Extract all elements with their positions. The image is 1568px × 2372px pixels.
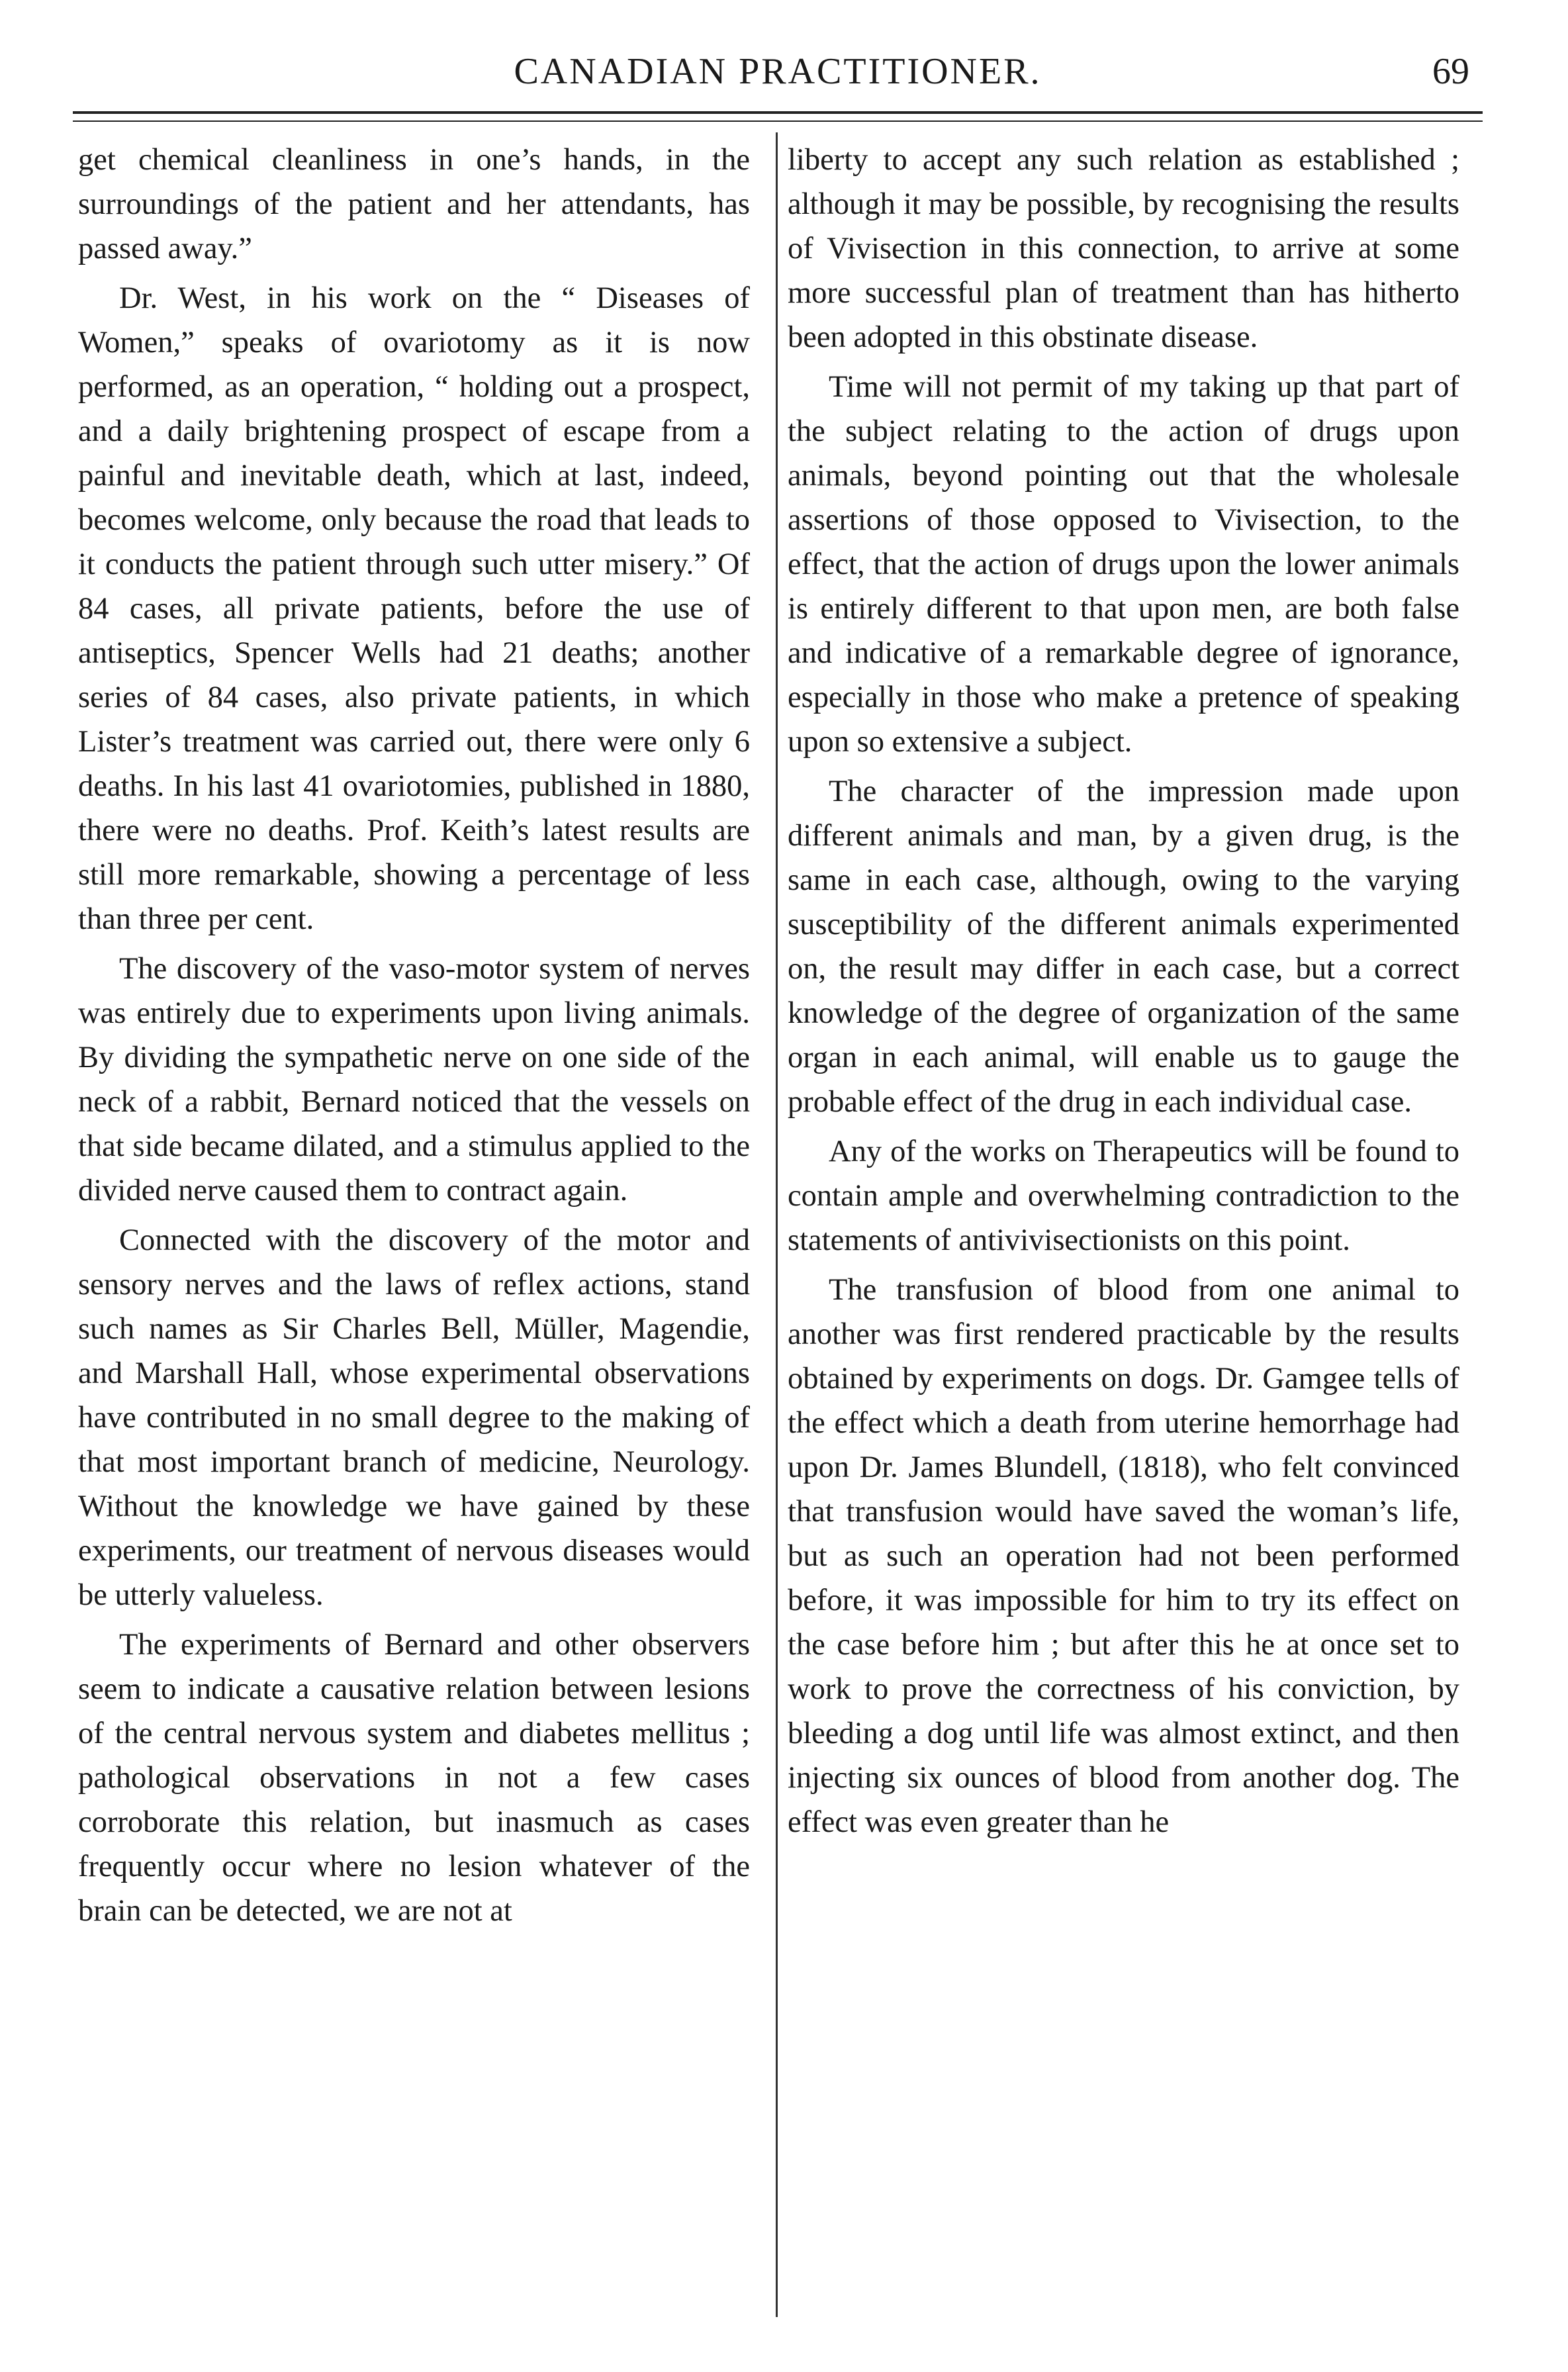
paragraph: Dr. West, in his work on the “ Diseases of Women,” speaks of ovariotomy as it is now performed, as an operation, “ holding out a prospect, and a daily brightening prospect of escape from a painful and inevitable death, which at last, indeed, becomes welcome, only because the road that leads to it conducts the patient through such utter misery.” Of 84 cases, all private patients, before the use of antiseptics, Spencer Wells had 21 deaths; another series of 84 cases, also private patients, in which Lister’s treatment was carried out, there were only 6 deaths. In his last 41 ovariotomies, published in 1880, there were no deaths. Prof. Keith’s latest results are still more remarkable, showing a percentage of less than three per cent. [78, 281, 750, 936]
paragraph: Time will not permit of my taking up that part of the subject relating to the action of drugs upon animals, beyond pointing out that the wholesale assertions of those opposed to Vivisection, to the effect, that the action of drugs upon the lower animals is entirely different to that upon men, are both false and indicative of a remarkable degree of ignorance, especially in those who make a pretence of speaking upon so extensive a subject. [788, 370, 1459, 759]
paragraph: The transfusion of blood from one animal to another was first rendered practicable by the results obtained by experiments on dogs. Dr. Gamgee tells of the effect which a death from uterine hemorrhage had upon Dr. James Blundell, (1818), who felt convinced that transfusion would have saved the woman’s life, but as such an operation had not been performed before, it was impossible for him to try its effect on the case before him ; but after this he at once set to work to prove the correctness of his conviction, by bleeding a dog until life was almost extinct, and then injecting six ounces of blood from another dog. The effect was even greater than he [788, 1273, 1459, 1839]
running-title: CANADIAN PRACTITIONER. [514, 51, 1042, 92]
column-divider [776, 132, 778, 2317]
right-column [788, 138, 1459, 1850]
page-header [73, 45, 1483, 105]
page-number: 69 [1432, 51, 1469, 92]
paragraph: The experiments of Bernard and other observers seem to indicate a causative relation between lesions of the central nervous system and diabetes mellitus ; pathological observations in not a few cases corroborate this relation, but inasmuch as cases frequently occur where no lesion whatever of the brain can be detected, we are not at [78, 1628, 750, 1928]
paragraph: get chemical cleanliness in one’s hands, in the surroundings of the patient and her attendants, has passed away.” [78, 143, 750, 265]
left-column [78, 138, 750, 1938]
paragraph: The character of the impression made upon different animals and man, by a given drug, is the same in each case, although, owing to the varying susceptibility of the different animals experimented on, the result may differ in each case, but a correct knowledge of the degree of organization of the same organ in each animal, will enable us to gauge the probable effect of the drug in each individual case. [788, 775, 1459, 1119]
paragraph: Connected with the discovery of the motor and sensory nerves and the laws of reflex actions, stand such names as Sir Charles Bell, Müller, Magendie, and Marshall Hall, whose experimental observations have contributed in no small degree to the making of that most important branch of medicine, Neurology. Without the knowledge we have gained by these experiments, our treatment of nervous diseases would be utterly valueless. [78, 1223, 750, 1612]
paragraph: The discovery of the vaso-motor system of nerves was entirely due to experiments upon living animals. By dividing the sympathetic nerve on one side of the neck of a rabbit, Bernard noticed that the vessels on that side became dilated, and a stimulus applied to the divided nerve caused them to contract again. [78, 952, 750, 1208]
paragraph: liberty to accept any such relation as established ; although it may be possible, by recognising the results of Vivisection in this connection, to arrive at some more successful plan of treatment than has hitherto been adopted in this obstinate disease. [788, 143, 1459, 354]
paragraph: Any of the works on Therapeutics will be found to contain ample and overwhelming contradiction to the statements of antivivisectionists on this point. [788, 1135, 1459, 1257]
header-rule [73, 111, 1483, 114]
header-rule-thin [73, 120, 1483, 122]
